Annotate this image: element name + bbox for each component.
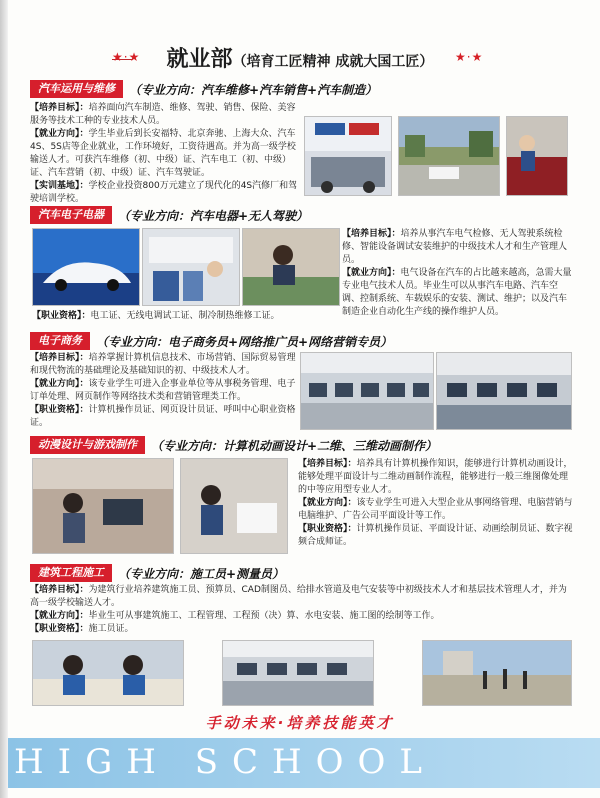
section-text: [30, 584, 570, 636]
section-tag: 汽车运用与维修: [30, 80, 123, 98]
section-animation: [0, 436, 600, 556]
text-line: 【培养目标】：培养具有计算机操作知识，能够进行计算机动画设计，能够处理平面设计与二维动画制作流程，能够进行一般三维图像处理的中等应用型专业人才。: [298, 459, 573, 495]
section-tag: 电子商务: [30, 332, 90, 350]
text-line: 【就业方向】：该专业学生可进入大型企业从事网络管理、电脑营销与电脑维护、广告公司平面设计等工作。: [298, 498, 573, 521]
header-stars-right: ★·★: [455, 50, 484, 64]
computer-lab-photo: [300, 352, 434, 430]
section-text-right: [342, 228, 574, 319]
text-line: 【职业资格】：施工员证。: [30, 624, 134, 634]
section-auto-electronics: [0, 206, 600, 326]
section-direction: （专业方向：电子商务员+网络推广员+网络营销专员）: [96, 334, 393, 349]
text-line: 【培养目标】：培养掌握计算机信息技术、市场营销、国际贸易管理和现代物流的基础理论及基础知识的初、中级技术人才。: [30, 353, 296, 376]
text-line: 【职业资格】：计算机操作员证、网页设计员证、呼叫中心职业资格证。: [30, 405, 296, 428]
section-text-bottom: [32, 310, 332, 323]
text-line: 【实训基地】：学校企业投资800万元建立了现代化的4S汽修厂和驾驶培训学校。: [30, 181, 298, 204]
section-construction: [0, 564, 600, 706]
concept-car-photo: [32, 228, 140, 306]
model-building-photo: [32, 640, 184, 706]
animation-class-photo: [32, 458, 174, 554]
section-tag: 建筑工程施工: [30, 564, 112, 582]
student-workbench-photo: [242, 228, 340, 306]
text-line: 【培养目标】：为建筑行业培养建筑施工员、预算员、CAD制图员、给排水管道及电气安装等中初级技术人才和基层技术管理人才，并为高一级学校输送人才。: [30, 585, 567, 608]
driving-school-photo: [398, 116, 500, 196]
section-heading: [30, 206, 308, 224]
section-heading: [30, 436, 437, 454]
section-heading: [30, 564, 284, 582]
text-line: 【职业资格】：电工证、无线电调试工证、制冷制热维修工证。: [32, 311, 280, 321]
section-text-right: [298, 458, 574, 549]
workshop-photo: [304, 116, 392, 196]
text-line: 【培养目标】：培养从事汽车电气检修、无人驾驶系统检修、智能设备调试安装维护的中级技术人才和生产管理人员。: [342, 229, 568, 265]
classroom-computers-photo: [436, 352, 572, 430]
section-direction: （专业方向：计算机动画设计+二维、三维动画制作）: [151, 438, 438, 453]
text-line: 【培养目标】：培养面向汽车制造、维修、驾驶、销售、保险、美容服务等技术工种的专业技术人员。: [30, 103, 296, 126]
cad-room-photo: [222, 640, 374, 706]
page-subtitle: （培育工匠精神 成就大国工匠）: [232, 54, 434, 70]
lab-photo: [142, 228, 240, 306]
section-tag: 汽车电子电器: [30, 206, 112, 224]
section-direction: （专业方向：施工员+测量员）: [118, 566, 285, 581]
page-header: [0, 44, 600, 74]
page-title: 就业部: [166, 46, 233, 72]
header-stars-left: ★·★: [112, 50, 141, 64]
section-heading: [30, 332, 392, 350]
text-line: 【职业资格】：计算机操作员证、平面设计证、动画绘制员证、数字视频合成师证。: [298, 524, 573, 547]
section-text: [30, 352, 296, 430]
text-line: 【就业方向】：电气设备在汽车的占比越来越高，急需大量专业电气技术人员。毕业生可以从事汽车电路、汽车空调、控制系统、车载娱乐的安装、测试、维护；以及汽车制造企业自动化生产线的操作维护人员。: [342, 268, 572, 317]
section-auto-repair: [0, 80, 600, 206]
section-heading: [30, 80, 377, 98]
text-line: 【就业方向】：该专业学生可进入企事业单位等从事税务管理、电子订单处理、网页制作等网络技术类和营销管理类工作。: [30, 379, 296, 402]
footer-band-text: HIGH SCHOOL: [14, 742, 436, 782]
drawing-class-photo: [180, 458, 288, 554]
section-direction: （专业方向：汽车维修+汽车销售+汽车制造）: [129, 82, 378, 97]
footer-motto: 手动未来·培养技能英才: [205, 714, 395, 732]
text-line: 【就业方向】：毕业生可从事建筑施工、工程管理、工程预（决）算、水电安装、施工图的绘制等工作。: [30, 611, 440, 621]
footer-band: [8, 738, 600, 788]
section-direction: （专业方向：汽车电器+无人驾驶）: [118, 208, 309, 223]
car-repair-photo: [506, 116, 568, 196]
text-line: 【就业方向】：学生毕业后到长安福特、北京奔驰、上海大众、汽车4S、5S店等企业就业，工作环境好，工资待遇高。并为高一级学校输送人才。可获汽车维修（初、中级）证、汽车电工（初、中级）证、汽车营销（初、中级）证、汽车驾驶证。: [30, 129, 296, 178]
surveying-photo: [422, 640, 572, 706]
section-text: [30, 102, 300, 206]
section-tag: 动漫设计与游戏制作: [30, 436, 145, 454]
section-ecommerce: [0, 332, 600, 436]
